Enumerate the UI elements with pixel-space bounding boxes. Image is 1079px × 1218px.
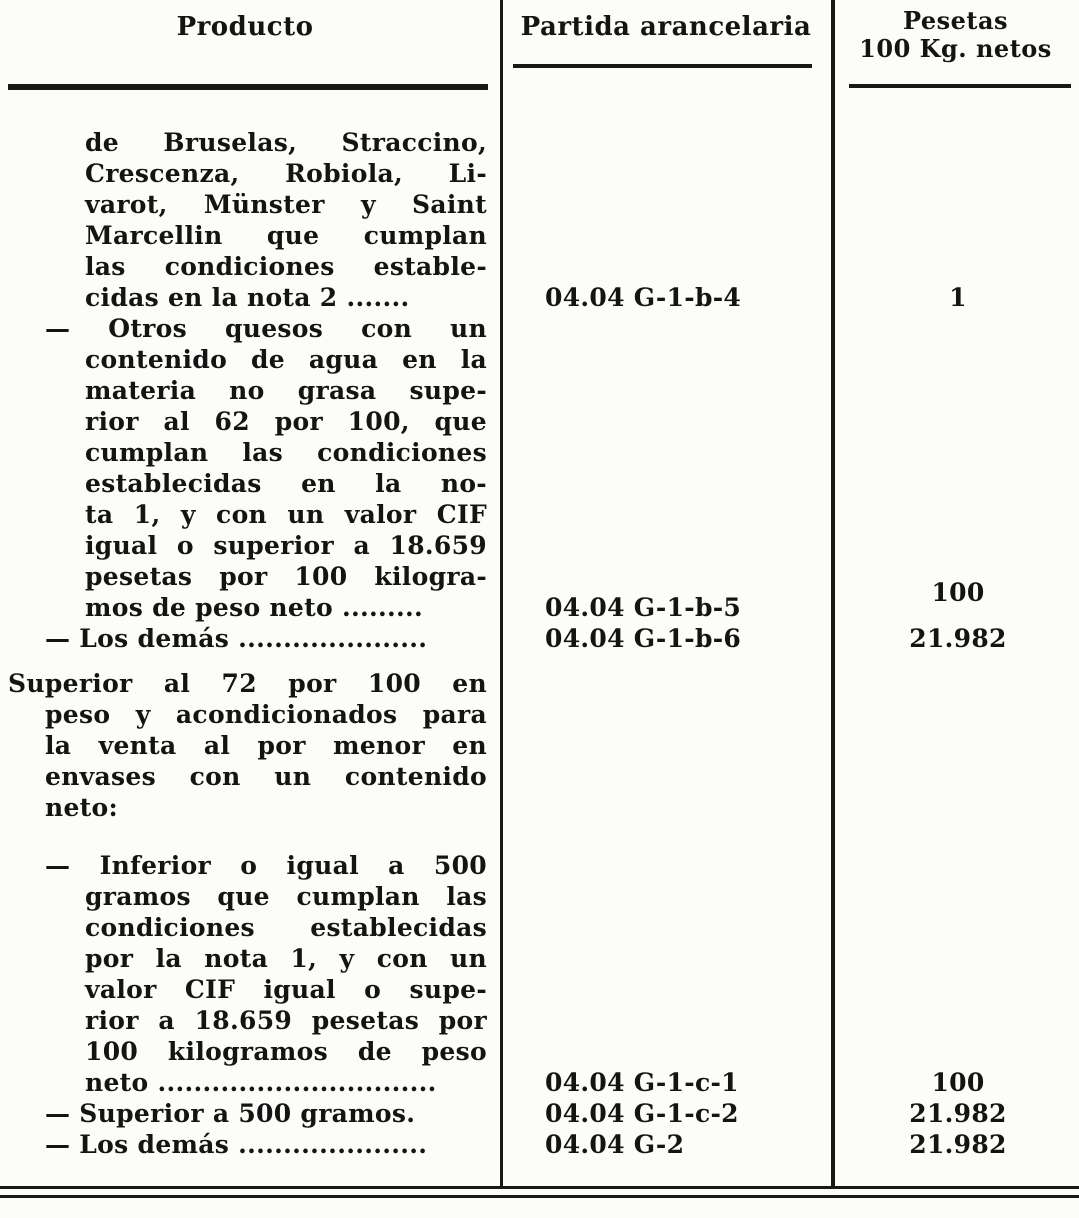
- column-header-pesetas: [832, 7, 1079, 63]
- product-text-line: de Bruselas, Straccino,: [85, 128, 487, 157]
- product-text-line: cidas en la nota 2 .......: [85, 283, 410, 312]
- product-text-line: varot, Münster y Saint: [85, 190, 487, 219]
- product-text-line: valor CIF igual o supe-: [85, 975, 487, 1004]
- product-cell: [0, 127, 500, 313]
- table-row: [0, 1098, 1079, 1129]
- product-cell: [0, 668, 500, 823]
- product-text-line: — Los demás .....................: [45, 624, 428, 653]
- column-header-partida: Partida arancelaria: [520, 12, 812, 42]
- table-row: [0, 623, 1079, 654]
- product-text-line: pesetas por 100 kilogra-: [85, 562, 487, 591]
- product-text-line: envases con un contenido: [45, 762, 487, 791]
- product-cell: [0, 1129, 500, 1160]
- table-row: [0, 1129, 1079, 1160]
- product-text-line: cumplan las condiciones: [85, 438, 487, 467]
- product-text-line: contenido de agua en la: [85, 345, 487, 374]
- table-body: [0, 127, 1079, 1160]
- product-text-line: rior a 18.659 pesetas por: [85, 1006, 487, 1035]
- product-text-line: peso y acondicionados para: [45, 700, 487, 729]
- product-text-line: — Inferior o igual a 500: [45, 851, 487, 880]
- product-text-line: — Superior a 500 gramos.: [45, 1099, 416, 1128]
- product-text-line: Crescenza, Robiola, Li-: [85, 159, 487, 188]
- pesetas-value: 21.982: [909, 1130, 1007, 1159]
- tariff-code: 04.04 G-1-c-1: [545, 1068, 739, 1097]
- header-rule-pesetas: [849, 84, 1071, 88]
- product-text-line: neto:: [45, 793, 119, 822]
- header-rule-partida: [513, 64, 812, 68]
- product-text-line: establecidas en la no-: [85, 469, 487, 498]
- product-cell: [0, 1098, 500, 1129]
- tariff-code: 04.04 G-2: [545, 1130, 685, 1159]
- header-rule-producto: [8, 84, 488, 90]
- product-text-line: la venta al por menor en: [45, 731, 487, 760]
- column-header-producto: Producto: [176, 12, 314, 42]
- product-text-line: Marcellin que cumplan: [85, 221, 487, 250]
- table-row: [0, 313, 1079, 623]
- product-text-line: materia no grasa supe-: [85, 376, 487, 405]
- bottom-rule-bottom: [0, 1195, 1079, 1198]
- product-text-line: — Otros quesos con un: [45, 314, 487, 343]
- table-row: [0, 127, 1079, 313]
- pesetas-value: 21.982: [909, 624, 1007, 653]
- product-cell: [0, 850, 500, 1098]
- product-text-line: rior al 62 por 100, que: [85, 407, 487, 436]
- product-text-line: Superior al 72 por 100 en: [8, 669, 487, 698]
- bottom-rule-top: [0, 1186, 1079, 1189]
- product-text-line: ta 1, y con un valor CIF: [85, 500, 487, 529]
- table-row: [0, 850, 1079, 1098]
- product-text-line: condiciones establecidas: [85, 913, 487, 942]
- pesetas-value: 100: [931, 578, 985, 607]
- product-cell: [0, 623, 500, 654]
- product-text-line: — Los demás .....................: [45, 1130, 428, 1159]
- product-text-line: 100 kilogramos de peso: [85, 1037, 487, 1066]
- pesetas-value: 100: [931, 1068, 985, 1097]
- product-text-line: por la nota 1, y con un: [85, 944, 487, 973]
- tariff-code: 04.04 G-1-b-6: [545, 624, 742, 653]
- tariff-code: 04.04 G-1-c-2: [545, 1099, 739, 1128]
- tariff-code: 04.04 G-1-b-4: [545, 283, 742, 312]
- product-cell: [0, 313, 500, 623]
- tariff-code: 04.04 G-1-b-5: [545, 593, 742, 622]
- pesetas-value: 1: [949, 283, 967, 312]
- product-text-line: mos de peso neto .........: [85, 593, 423, 622]
- product-text-line: gramos que cumplan las: [85, 882, 487, 911]
- pesetas-unit-label: 100 Kg. netos: [859, 34, 1052, 63]
- product-text-line: igual o superior a 18.659: [85, 531, 487, 560]
- pesetas-value: 21.982: [909, 1099, 1007, 1128]
- table-row: [0, 668, 1079, 823]
- product-text-line: las condiciones estable-: [85, 252, 487, 281]
- pesetas-label: Pesetas: [902, 6, 1009, 35]
- product-text-line: neto ...............................: [85, 1068, 437, 1097]
